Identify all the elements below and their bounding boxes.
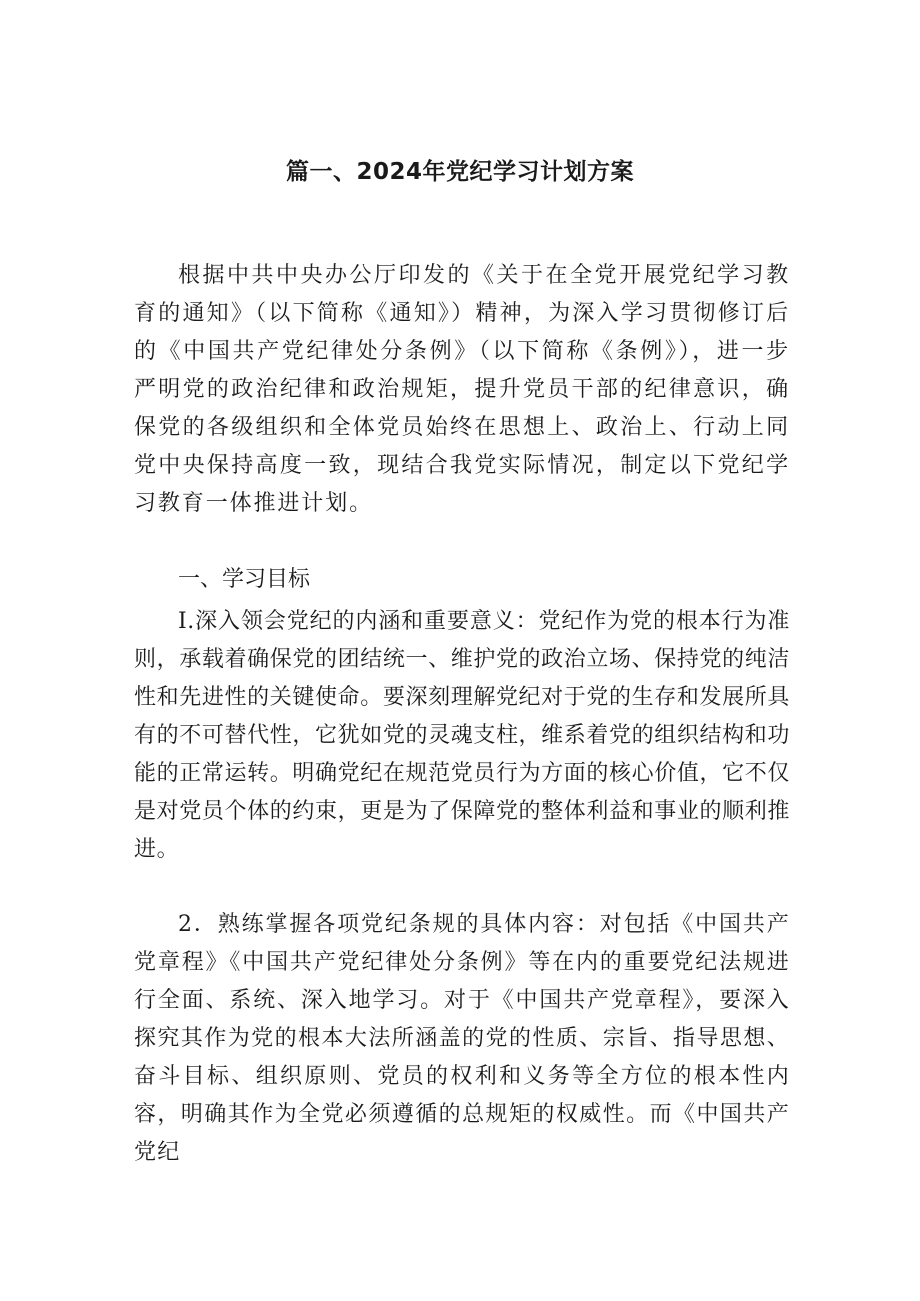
document-title: 篇一、2024年党纪学习计划方案 (285, 159, 634, 185)
section-heading-learning-goals: 一、学习目标 (178, 567, 311, 592)
goal-item-1-paragraph: I.深入领会党纪的内涵和重要意义：党纪作为党的根本行为准则，承载着确保党的团结统一、维护党的政治立场、保持党的纯洁性和先进性的关键使命。要深刻理解党纪对于党的生存和发展所具有的不可替代性，它犹如党的灵魂支柱，维系着党的组织结构和功能的正常运转。明确党纪在规范党员行为方面的核心价值，它不仅是对党员个体的约束，更是为了保障党的整体利益和事业的顺利推进。 (134, 609, 790, 862)
goal-item-2-paragraph: 2．熟练掌握各项党纪条规的具体内容：对包括《中国共产党章程》《中国共产党纪律处分条例》等在内的重要党纪法规进行全面、系统、深入地学习。对于《中国共产党章程》，要深入探究其作为党的根本大法所涵盖的党的性质、宗旨、指导思想、奋斗目标、组织原则、党员的权利和义务等全方位的根本性内容，明确其作为全党必须遵循的总规矩的权威性。而《中国共产党纪 (134, 912, 790, 1165)
intro-paragraph: 根据中共中央办公厅印发的《关于在全党开展党纪学习教育的通知》（以下简称《通知》）精神，为深入学习贯彻修订后的《中国共产党纪律处分条例》（以下简称《条例》），进一步严明党的政治纪律和政治规矩，提升党员干部的纪律意识，确保党的各级组织和全体党员始终在思想上、政治上、行动上同党中央保持高度一致，现结合我党实际情况，制定以下党纪学习教育一体推进计划。 (134, 263, 790, 516)
